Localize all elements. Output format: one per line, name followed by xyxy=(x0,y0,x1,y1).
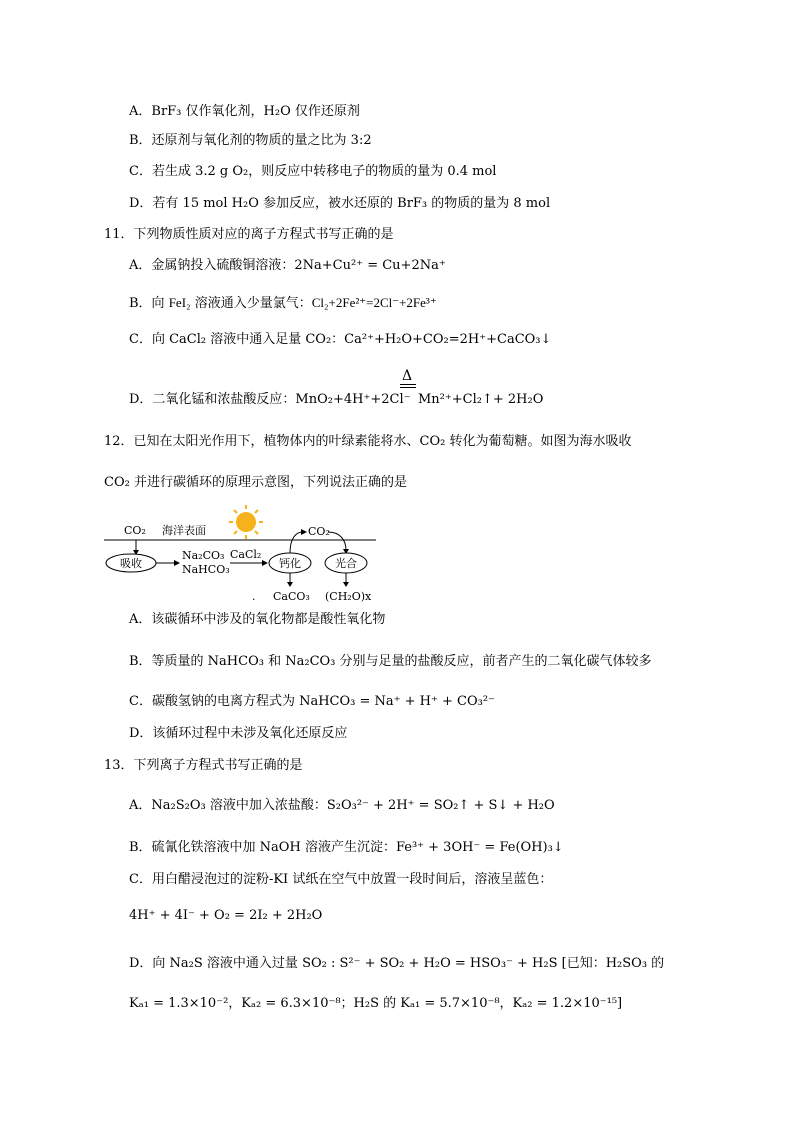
q13-stem: 13．下列离子方程式书写正确的是 xyxy=(104,758,303,773)
sun-icon xyxy=(229,505,263,539)
q13-option-a: A．Na₂S₂O₃ 溶液中加入浓盐酸：S₂O₃²⁻ + 2H⁺ = SO₂↑ + S↓ + H₂O xyxy=(129,798,555,813)
cacl2-arrowhead xyxy=(262,560,268,566)
absorb-arrowhead xyxy=(174,560,180,566)
q12-stem-line2: CO₂ 并进行碳循环的原理示意图，下列说法正确的是 xyxy=(104,475,407,490)
q11-option-b-equation: Cl₂+2Fe²⁺=2Cl⁻+2Fe³⁺ xyxy=(311,295,437,310)
q10-option-c: C．若生成 3.2 g O₂，则反应中转移电子的物质的量为 0.4 mol xyxy=(129,164,497,179)
q11-option-b-text: 溶液通入少量氯气： xyxy=(190,296,312,311)
q13-option-d-line2: Kₐ₁ = 1.3×10⁻²，Kₐ₂ = 6.3×10⁻⁸；H₂S 的 Kₐ₁ = 5.7×10⁻⁸，Kₐ₂ = 1.2×10⁻¹⁵] xyxy=(129,996,623,1011)
q13-option-c-line1: C．用白醋浸泡过的淀粉-KI 试纸在空气中放置一段时间后，溶液呈蓝色： xyxy=(129,872,553,887)
q12-option-c: C．碳酸氢钠的电离方程式为 NaHCO₃ = Na⁺ + H⁺ + CO₃²⁻ xyxy=(129,694,495,709)
q11-option-a: A．金属钠投入硫酸铜溶液：2Na+Cu²⁺ = Cu+2Na⁺ xyxy=(129,258,446,273)
q12-stem-line1: 12．已知在太阳光作用下，植物体内的叶绿素能将水、CO₂ 转化为葡萄糖。如图为海水吸收 xyxy=(104,434,632,449)
caco3-label: CaCO₃ xyxy=(273,590,310,603)
co2-to-photo-arrow xyxy=(328,532,346,550)
co2-out-label: CO₂ xyxy=(308,525,330,538)
q12-option-b: B．等质量的 NaHCO₃ 和 Na₂CO₃ 分别与足量的盐酸反应，前者产生的二氧化碳气体较多 xyxy=(129,654,652,669)
sea-surface-label: 海洋表面 xyxy=(162,524,206,537)
q11-option-d-equals-line1 xyxy=(400,384,416,385)
q10-option-b: B．还原剂与氧化剂的物质的量之比为 3:2 xyxy=(129,133,372,148)
q11-option-d-left: D．二氧化锰和浓盐酸反应：MnO₂+4H⁺+2Cl⁻ xyxy=(129,392,411,407)
q12-option-d: D．该循环过程中未涉及氧化还原反应 xyxy=(129,726,348,741)
q11-option-b-prefix: B．向 xyxy=(129,296,169,311)
q13-option-c-line2: 4H⁺ + 4I⁻ + O₂ = 2I₂ + 2H₂O xyxy=(129,908,323,923)
carbon-cycle-diagram xyxy=(100,500,380,610)
absorb-label: 吸收 xyxy=(120,557,142,570)
co2-out-arrow xyxy=(290,532,303,553)
q11-option-c: C．向 CaCl₂ 溶液中通入足量 CO₂：Ca²⁺+H₂O+CO₂=2H⁺+CaCO₃↓ xyxy=(129,332,552,347)
q11-option-d-equals-line2 xyxy=(400,387,416,388)
na2co3-label: Na₂CO₃ xyxy=(182,549,225,562)
q11-stem: 11．下列物质性质对应的离子方程式书写正确的是 xyxy=(104,227,394,242)
ch2o-arrowhead xyxy=(343,582,349,587)
co2-out-arrowhead xyxy=(301,529,307,535)
q13-option-b: B．硫氰化铁溶液中加 NaOH 溶液产生沉淀：Fe³⁺ + 3OH⁻ = Fe(OH)₃↓ xyxy=(129,840,564,855)
photosynthesis-label: 光合 xyxy=(335,557,357,570)
caco3-arrowhead xyxy=(287,582,293,587)
cacl2-label: CaCl₂ xyxy=(230,548,262,561)
q11-option-d-heat-symbol: Δ xyxy=(402,368,413,384)
q11-option-b xyxy=(129,293,437,314)
q10-option-d: D．若有 15 mol H₂O 参加反应，被水还原的 BrF₃ 的物质的量为 8 mol xyxy=(129,196,551,211)
q12-option-a: A．该碳循环中涉及的氧化物都是酸性氧化物 xyxy=(129,612,386,627)
nahco3-label: NaHCO₃ xyxy=(182,563,230,576)
calcify-label: 钙化 xyxy=(279,557,301,570)
q10-option-a: A．BrF₃ 仅作氧化剂，H₂O 仅作还原剂 xyxy=(129,104,360,119)
q13-option-d-line1: D．向 Na₂S 溶液中通入过量 SO₂ : S²⁻ + SO₂ + H₂O = HSO₃⁻ + H₂S [已知：H₂SO₃ 的 xyxy=(129,956,665,971)
q11-option-d-right: Mn²⁺+Cl₂↑+ 2H₂O xyxy=(418,392,544,407)
co2-in-label: CO₂ xyxy=(124,524,146,537)
ch2o-label: (CH₂O)x xyxy=(325,590,372,603)
stray-dot: . xyxy=(252,590,256,603)
q11-option-b-formula: FeI₂ xyxy=(168,295,191,310)
